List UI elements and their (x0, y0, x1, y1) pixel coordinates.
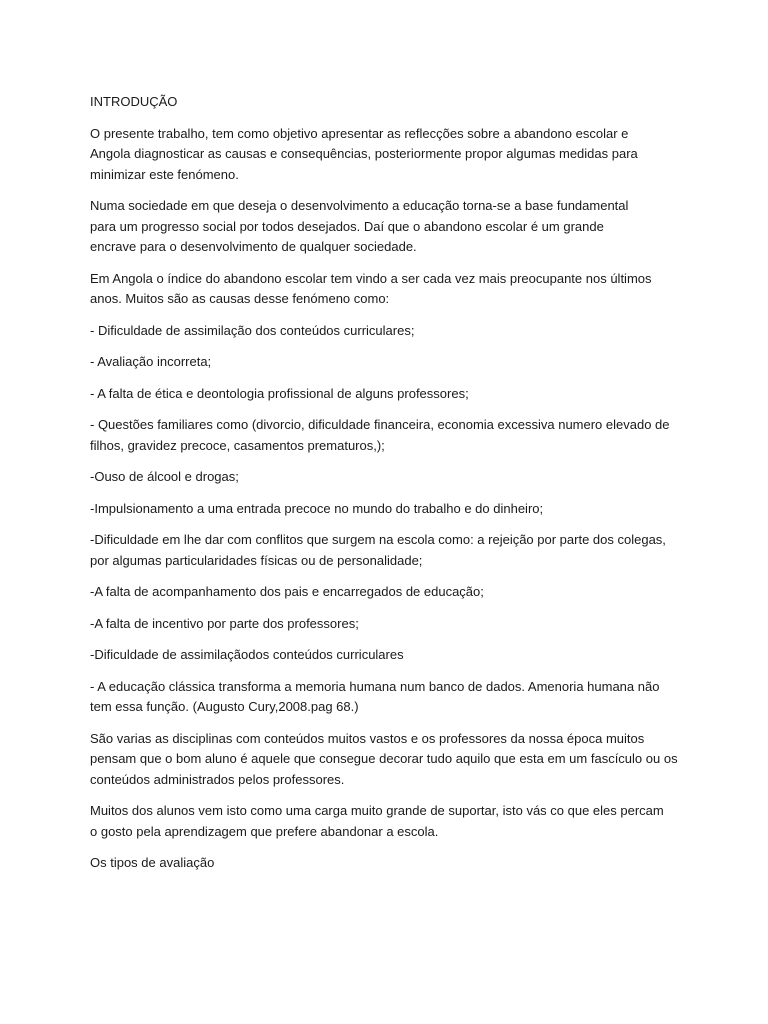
section-subheading: Os tipos de avaliação (90, 855, 215, 870)
list-item: - Dificuldade de assimilação dos conteúdos curriculares; (90, 322, 415, 338)
section-heading: INTRODUÇÃO (90, 94, 178, 109)
list-item: - Avaliação incorreta; (90, 354, 212, 369)
list-item: -Impulsionamento a uma entrada precoce no mundo do trabalho e do dinheiro; (90, 500, 544, 516)
list-item: -Dificuldade de assimilaçãodos conteúdos curriculares (90, 647, 404, 662)
list-item: - A falta de ética e deontologia profissional de alguns professores; (90, 385, 469, 401)
paragraph-students: Muitos dos alunos vem isto como uma carga muito grande de suportar, isto vás co que eles percam o gosto pela aprendizagem que prefere abandonar a escola. (90, 803, 664, 839)
document-page (90, 92, 680, 885)
paragraph-disciplines: São varias as disciplinas com conteúdos muitos vastos e os professores da nossa época muitos pensam que o bom aluno é aquele que consegue decorar tudo aquilo que esta em um fascículo ou os conteúdos administrados pelos professores. (90, 730, 678, 787)
list-item: -Ouso de álcool e drogas; (90, 469, 239, 484)
list-item-quote: - A educação clássica transforma a memoria humana num banco de dados. Amenoria humana não tem essa função. (Augusto Cury,2008.pag 68.) (90, 678, 660, 714)
list-item: -A falta de acompanhamento dos pais e encarregados de educação; (90, 584, 484, 599)
list-item: -Dificuldade em lhe dar com conflitos que surgem na escola como: a rejeição por parte dos colegas, por algumas particularidades físicas ou de personalidade; (90, 532, 666, 568)
paragraph-angola: Em Angola o índice do abandono escolar tem vindo a ser cada vez mais preocupante nos últimos anos. Muitos são as causas desse fenómeno como: (90, 270, 652, 306)
list-item: - Questões familiares como (divorcio, dificuldade financeira, economia excessiva numero elevado de filhos, gravidez precoce, casamentos prematuros,); (90, 417, 670, 453)
paragraph-objective: O presente trabalho, tem como objetivo apresentar as reflecções sobre a abandono escolar e Angola diagnosticar as causas e consequências, posteriormente propor algumas medidas para minimizar este fenómeno. (90, 125, 638, 182)
paragraph-society: Numa sociedade em que deseja o desenvolvimento a educação torna-se a base fundamental para um progresso social por todos desejados. Daí que o abandono escolar é um grande encrave para o desenvolvimento de qualquer sociedade. (90, 198, 629, 254)
list-item: -A falta de incentivo por parte dos professores; (90, 615, 359, 631)
